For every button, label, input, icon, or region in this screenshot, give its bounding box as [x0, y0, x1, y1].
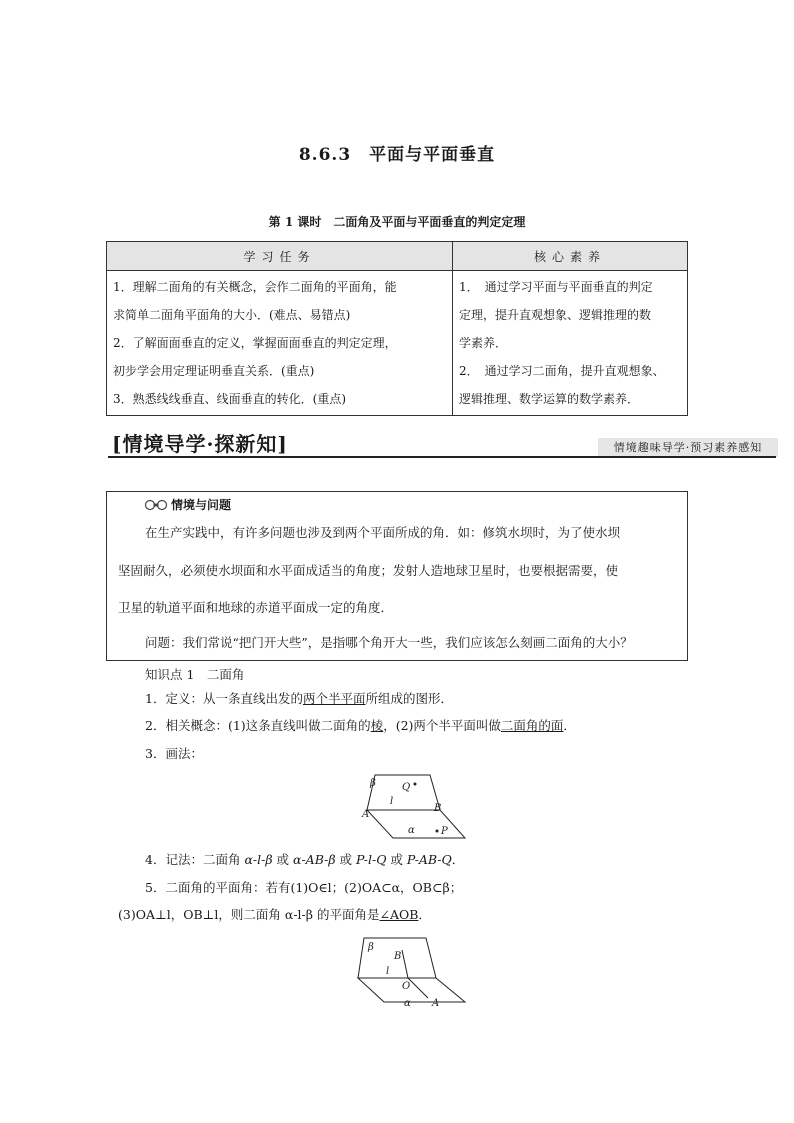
situation-question: 问题：我们常说“把门开大些”，是指哪个角开大一些，我们应该怎么刻画二面角的大小？	[145, 635, 633, 650]
situation-label	[144, 496, 231, 513]
fig1-beta-label: β	[370, 778, 376, 789]
dihedral-angle-figure	[355, 770, 470, 842]
objectives-table	[106, 241, 688, 416]
plane-angle-line: 5．二面角的平面角：若有(1)O∈l；(2)OA⊂α，OB⊂β；	[145, 880, 463, 895]
fig2-b-label: B	[394, 951, 402, 962]
tasks-header: 学习任务	[107, 242, 453, 271]
fig2-a-label: A	[432, 998, 440, 1008]
plane-angle-line: (3)OA⊥l，OB⊥l，则二面角 α-l-β 的平面角是∠AOB．	[118, 907, 431, 922]
literacy-line: 1． 通过学习平面与平面垂直的判定	[459, 280, 653, 294]
section-heading: [情境导学·探新知]	[112, 432, 288, 456]
situation-label-text: 情境与问题	[171, 498, 232, 512]
fig2-o-label: O	[402, 981, 411, 992]
tasks-cell	[107, 271, 453, 416]
literacy-line: 定理，提升直观想象、逻辑推理的数	[459, 308, 652, 322]
situation-line: 卫星的轨道平面和地球的赤道平面成一定的角度．	[118, 600, 394, 615]
fig1-a-label: A	[362, 809, 370, 820]
literacy-cell	[453, 271, 688, 416]
section-tag: 情境趣味导学·预习素养感知	[598, 438, 778, 457]
definition-line: 1．定义：从一条直线出发的两个半平面所组成的图形．	[145, 691, 453, 706]
plane-angle-figure	[350, 934, 470, 1008]
knowledge-heading: 知识点 1 二面角	[145, 667, 245, 682]
fig2-beta-label: β	[368, 942, 374, 953]
lesson-subtitle: 第 1 课时 二面角及平面与平面垂直的判定定理	[268, 215, 526, 229]
drawing-label: 3．画法：	[145, 746, 203, 761]
fig1-l-label: l	[390, 796, 394, 807]
fig2-alpha-label: α	[404, 998, 411, 1008]
literacy-line: 2． 通过学习二面角，提升直观想象、	[459, 364, 665, 378]
fig1-alpha-label: α	[408, 825, 415, 836]
section-divider	[108, 456, 776, 458]
situation-line: 在生产实践中，有许多问题也涉及到两个平面所成的角．如：修筑水坝时，为了使水坝	[145, 525, 621, 540]
fig1-b-label: B	[434, 803, 442, 814]
task-line: 初步学会用定理证明垂直关系．(重点)	[113, 364, 315, 378]
literacy-line: 逻辑推理、数学运算的数学素养．	[459, 392, 640, 406]
task-line: 3．熟悉线线垂直、线面垂直的转化．(重点)	[113, 392, 346, 406]
fig1-p-label: P	[441, 826, 448, 837]
task-line: 2．了解面面垂直的定义，掌握面面垂直的判定定理，	[113, 336, 397, 350]
page-title: 8.6.3 平面与平面垂直	[298, 145, 496, 165]
notation-line: 4．记法：二面角 α-l-β 或 α-AB-β 或 P-l-Q 或 P-AB-Q．	[145, 852, 465, 867]
concepts-line: 2．相关概念：(1)这条直线叫做二面角的棱，(2)两个半平面叫做二面角的面．	[145, 718, 576, 733]
literacy-header: 核心素养	[453, 242, 688, 271]
task-line: 1．理解二面角的有关概念，会作二面角的平面角，能	[113, 280, 397, 294]
situation-line: 坚固耐久，必须使水坝面和水平面成适当的角度；发射人造地球卫星时，也要根据需要，使	[118, 563, 619, 578]
binoculars-icon	[144, 499, 168, 511]
task-line: 求简单二面角平面角的大小．(难点、易错点)	[113, 308, 351, 322]
fig1-q-label: Q	[402, 782, 411, 793]
literacy-line: 学素养．	[459, 336, 508, 350]
fig2-l-label: l	[386, 966, 390, 977]
